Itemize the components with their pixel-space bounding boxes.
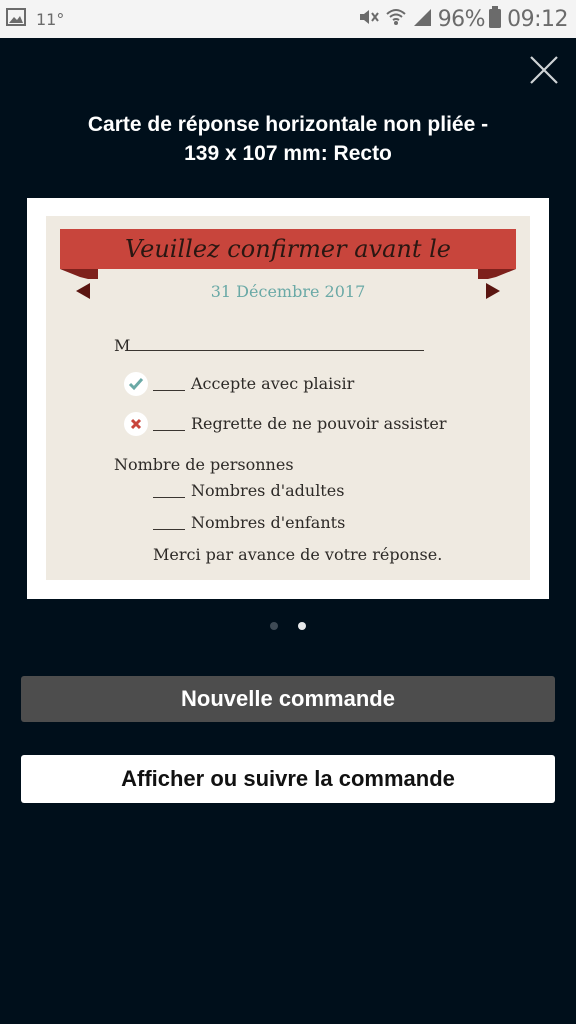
adults-blank xyxy=(153,497,185,498)
accept-label: Accepte avec plaisir xyxy=(191,374,355,393)
cross-badge xyxy=(124,412,148,436)
pager-dots xyxy=(0,622,576,632)
thanks-text: Merci par avance de votre réponse. xyxy=(153,545,443,564)
name-prefix: M xyxy=(114,336,131,355)
card-banner xyxy=(60,229,516,269)
cross-icon xyxy=(124,412,148,436)
accept-blank xyxy=(153,390,185,391)
check-badge xyxy=(124,372,148,396)
children-row xyxy=(153,513,345,532)
decline-label: Regrette de ne pouvoir assister xyxy=(191,414,447,433)
check-icon xyxy=(124,372,148,396)
pager-dot-1[interactable] xyxy=(270,622,278,630)
view-order-button[interactable]: Afficher ou suivre la commande xyxy=(21,755,555,803)
card-date: 31 Décembre 2017 xyxy=(210,282,366,301)
card-preview[interactable] xyxy=(27,198,549,599)
clock: 09:12 xyxy=(507,6,568,32)
pager-dot-2[interactable] xyxy=(298,622,306,630)
wifi-icon xyxy=(386,7,406,32)
accept-row xyxy=(153,374,354,393)
temperature-label: 11° xyxy=(36,10,65,29)
dialog-title xyxy=(30,110,546,168)
new-order-button[interactable]: Nouvelle commande xyxy=(21,676,555,722)
decline-row xyxy=(153,414,446,433)
status-bar xyxy=(0,0,576,38)
children-label: Nombres d'enfants xyxy=(191,513,346,532)
title-line-2: 139 x 107 mm: Recto xyxy=(184,142,392,165)
image-icon xyxy=(6,8,26,31)
close-button[interactable] xyxy=(528,54,560,86)
battery-icon xyxy=(489,6,501,33)
close-icon xyxy=(528,54,560,86)
mute-icon xyxy=(358,7,380,32)
battery-percent: 96% xyxy=(437,6,486,32)
adults-row xyxy=(153,481,344,500)
persons-label: Nombre de personnes xyxy=(114,455,294,474)
adults-label: Nombres d'adultes xyxy=(191,481,345,500)
children-blank xyxy=(153,529,185,530)
response-card xyxy=(46,216,530,580)
name-line xyxy=(128,350,424,351)
signal-icon xyxy=(412,7,432,32)
banner-text: Veuillez confirmer avant le xyxy=(125,235,451,263)
decline-blank xyxy=(153,430,185,431)
title-line-1: Carte de réponse horizontale non pliée - xyxy=(87,113,489,136)
